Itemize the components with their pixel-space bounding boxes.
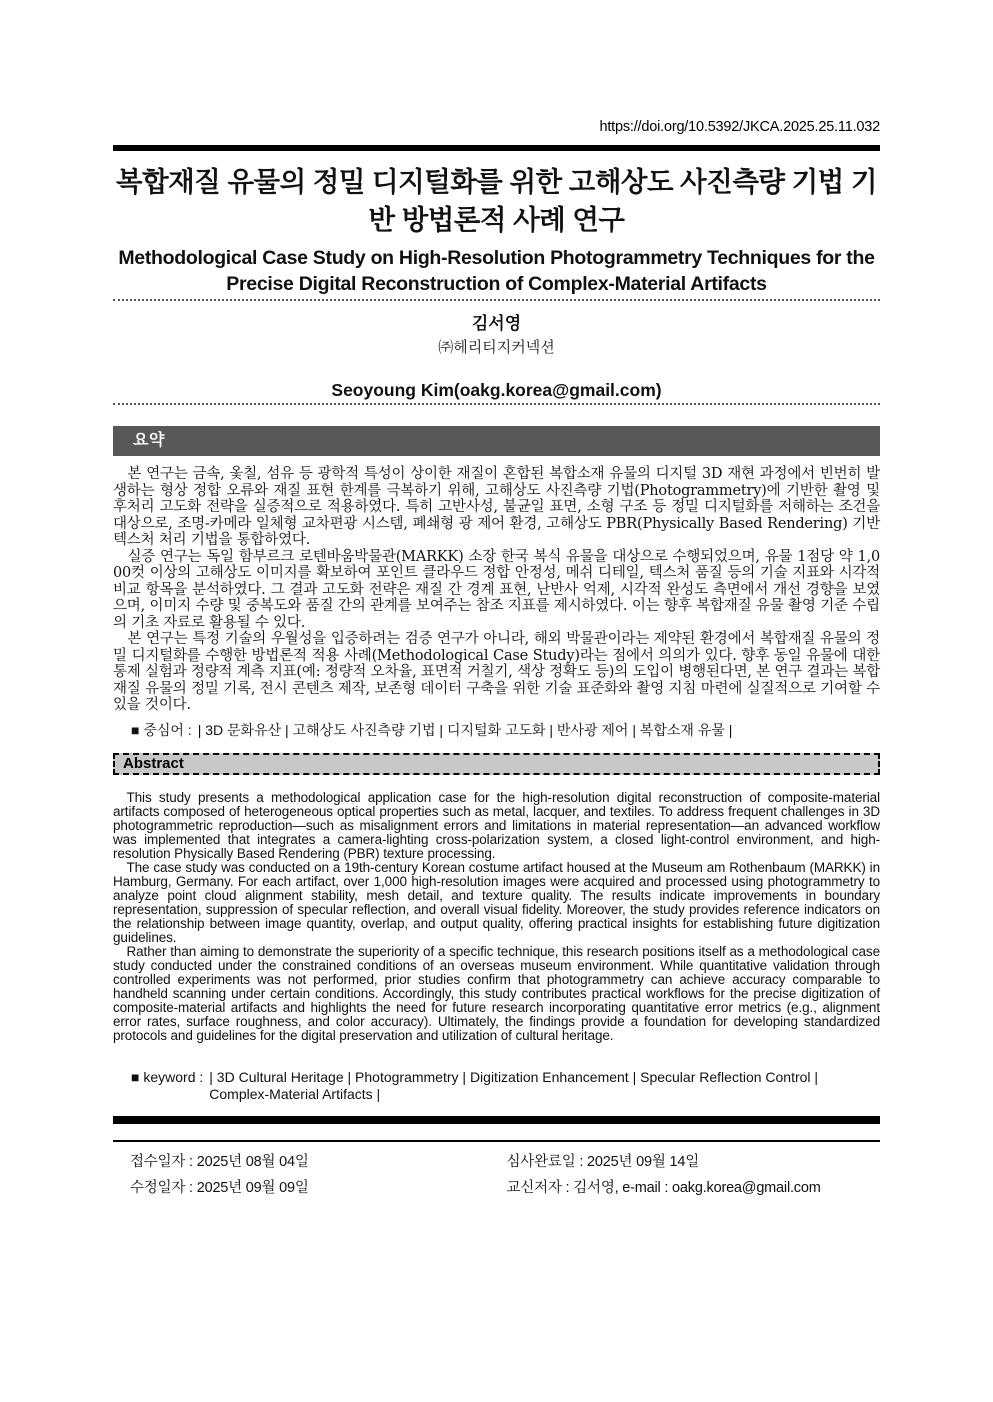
author-email: Seoyoung Kim(oakg.korea@gmail.com) xyxy=(331,380,662,400)
english-abstract-paragraph: This study presents a methodological application case for the high-resolution digital reconstruction of composite-material artifacts composed of heterogeneous optical properties such as metal, lacquer, and textiles. To address frequent challenges in 3D photogrammetric reproduction—such as misalignment errors and limitations in material representation—an advanced workflow was implemented that integrates a camera-lighting cross-polarization system, a closed light-control environment, and high-resolution Physically Based Rendering (PBR) texture processing. xyxy=(113,789,880,861)
english-abstract-paragraph: The case study was conducted on a 19th-century Korean costume artifact housed at the Museum am Rothenbaum (MARKK) in Hamburg, Germany. For each artifact, over 1,000 high-resolution images were acquired and processed using photogrammetry to analyze point cloud alignment stability, mesh detail, and texture quality. The results indicate improvements in boundary representation, suppression of specular reflection, and overall visual fidelity. Moreover, the study provides reference indicators on the relationship between image quantity, overlap, and output quality, offering practical insights for establishing future digitization guidelines. xyxy=(113,859,880,945)
korean-abstract-paragraph: 본 연구는 금속, 옻칠, 섬유 등 광학적 특성이 상이한 재질이 혼합된 복합소재 유물의 디지털 3D 재현 과정에서 빈번히 발생하는 형상 정합 오류와 재질 표현 한계를 극복하기 위해, 고해상도 사진측량 기법(Photogrammetry)에 기반한 촬영 및 후처리 고도화 전략을 실증적으로 적용하였다. 특히 고반사성, 불균일 표면, 소형 구조 등 정밀 디지털화를 저해하는 조건을 대상으로, 조명-카메라 일체형 교차편광 시스템, 폐쇄형 광 제어 환경, 고해상도 PBR(Physically Based Rendering) 기반 텍스처 처리 기법을 통합하였다. xyxy=(113,466,880,548)
korean-abstract-heading: 요약 xyxy=(113,426,880,456)
english-keywords-label: ■ keyword : xyxy=(131,1068,204,1085)
paper-title-korean: 복합재질 유물의 정밀 디지털화를 위한 고해상도 사진측량 기법 기반 방법론적 사례 연구 xyxy=(116,166,877,235)
top-divider-rule xyxy=(113,145,880,151)
doi-link: https://doi.org/10.5392/JKCA.2025.25.11.032 xyxy=(599,119,880,135)
author-name: 김서영 xyxy=(471,314,522,333)
review-completed-date: 심사완료일 : 2025년 09월 14일 xyxy=(506,1153,700,1170)
title-author-divider xyxy=(113,299,880,301)
korean-keywords-label: ■ 중심어 : xyxy=(131,721,192,738)
footer-row xyxy=(113,1152,880,1172)
footer-row xyxy=(113,1178,880,1198)
english-keywords-list: | 3D Cultural Heritage | Photogrammetry | Digitization Enhancement | Specular Reflection Control | Complex-Material Artifacts | xyxy=(209,1068,819,1102)
korean-keywords-list: | 3D 문화유산 | 고해상도 사진측량 기법 | 디지털화 고도화 | 반사광 제어 | 복합소재 유물 | xyxy=(197,721,733,738)
revised-date: 수정일자 : 2025년 09월 09일 xyxy=(130,1179,309,1196)
author-affiliation: ㈜헤리티지커넥션 xyxy=(438,338,555,356)
english-keywords-row xyxy=(113,1069,880,1103)
english-abstract-heading: Abstract xyxy=(113,753,880,775)
corresponding-author: 교신저자 : 김서영, e-mail : oakg.korea@gmail.com xyxy=(506,1179,821,1196)
bottom-divider-rule xyxy=(113,1116,880,1124)
english-abstract-body xyxy=(113,791,880,1043)
korean-abstract-body xyxy=(113,466,880,714)
korean-abstract-paragraph: 본 연구는 특정 기술의 우월성을 입증하려는 검증 연구가 아니라, 해외 박물관이라는 제약된 환경에서 복합재질 유물의 정밀 디지털화를 수행한 방법론적 적용 사례(Methodological Case Study)라는 점에서 의의가 있다. 향후 동일 유물에 대한 통제 실험과 정량적 계측 지표(예: 정량적 오차율, 표면적 거칠기, 색상 정확도 등)의 도입이 병행된다면, 본 연구 결과는 복합재질 유물의 정밀 기록, 전시 콘텐츠 제작, 보존형 데이터 구축을 위한 기술 표준화와 촬영 지침 마련에 실질적으로 기여할 수 있을 것이다. xyxy=(113,631,880,713)
submission-history-footer xyxy=(113,1140,880,1198)
english-abstract-paragraph: Rather than aiming to demonstrate the superiority of a specific technique, this research positions itself as a methodological case study conducted under the constrained conditions of an overseas museum environment. While quantitative validation through controlled experiments was not performed, prior studies confirm that photogrammetry can achieve accuracy comparable to handheld scanning under certain conditions. Accordingly, this study contributes practical workflows for the precise digitization of composite-material artifacts and highlights the need for future research incorporating quantitative error metrics (e.g., alignment error rates, surface roughness, and color accuracy). Ultimately, the findings provide a foundation for developing standardized protocols and guidelines for the digital preservation and utilization of cultural heritage. xyxy=(113,943,880,1043)
paper-title-english: Methodological Case Study on High-Resolution Photogrammetry Techniques for the Precise Digital Reconstruction of Complex-Material Artifacts xyxy=(118,247,875,295)
korean-abstract-paragraph: 실증 연구는 독일 함부르크 로텐바움박물관(MARKK) 소장 한국 복식 유물을 대상으로 수행되었으며, 유물 1점당 약 1,000컷 이상의 고해상도 이미지를 확보하여 포인트 클라우드 정합 안정성, 메쉬 디테일, 텍스처 품질 등의 기술 지표와 시각적 비교 항목을 분석하였다. 그 결과 고도화 전략은 재질 간 경계 표현, 난반사 억제, 시각적 완성도 측면에서 개선 경향을 보였으며, 이미지 수량 및 중복도와 품질 간의 관계를 보여주는 참조 지표를 제시하였다. 이는 향후 복합재질 유물 촬영 기준 수립의 기초 자료로 활용될 수 있다. xyxy=(113,548,880,631)
author-abstract-divider xyxy=(113,403,880,405)
received-date: 접수일자 : 2025년 08월 04일 xyxy=(130,1153,309,1170)
korean-keywords-row xyxy=(113,722,880,739)
